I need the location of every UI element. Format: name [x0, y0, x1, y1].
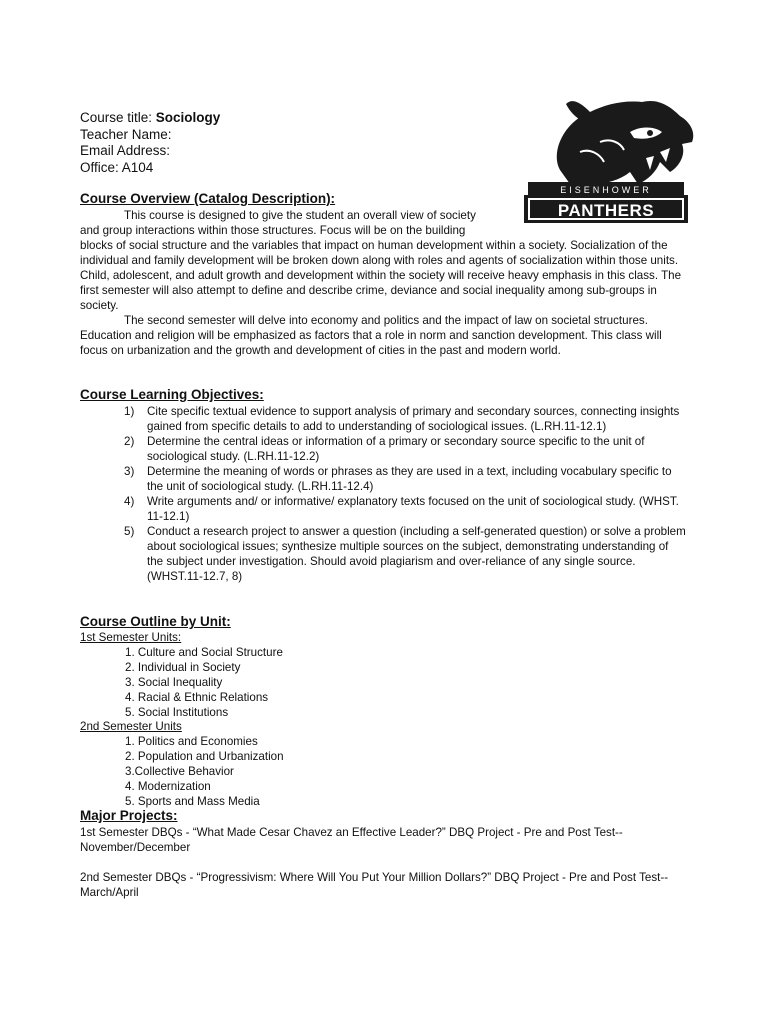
logo-line2: PANTHERS: [557, 201, 655, 220]
unit-item: 1. Culture and Social Structure: [125, 646, 283, 659]
course-title-label: Course title:: [80, 110, 156, 125]
overview-title: Course Overview (Catalog Description):: [80, 191, 336, 206]
objective-number: 3): [124, 465, 135, 478]
unit-item: 5. Social Institutions: [125, 706, 229, 719]
course-title-value: Sociology: [155, 110, 221, 125]
objective-text: Determine the meaning of words or phrases as they are used in a text, including vocabulary specific to the unit of sociological study. (L.RH.11-12.4): [147, 465, 672, 493]
objective-number: 5): [124, 525, 135, 538]
semester1-units: [125, 645, 283, 720]
semester2-units: [125, 734, 284, 809]
office: Office: A104: [80, 159, 154, 175]
project-item: 2nd Semester DBQs - “Progressivism: Where Will You Put Your Million Dollars?” DBQ Project - Pre and Post Test-- March/April: [80, 871, 669, 899]
unit-item: 4. Modernization: [125, 780, 211, 793]
unit-item: 2. Population and Urbanization: [125, 750, 284, 763]
projects-title: Major Projects:: [80, 808, 178, 823]
objective-item: [124, 524, 686, 584]
overview-p1-rest: blocks of social structure and the variables that impact on human development within a society. Socialization of the individual and family development will be broken down along with roles and agents of socialization within those units. Child, adolescent, and adult growth and development within the society will receive heavy emphasis in this class. The first semester will also attempt to define and describe crime, deviance and social inequality among sub-groups in society.: [80, 239, 682, 312]
project-item: 1st Semester DBQs - “What Made Cesar Chavez an Effective Leader?” DBQ Project - Pre and Post Test-- November/December: [80, 826, 623, 854]
projects-list: [80, 825, 680, 915]
objective-number: 1): [124, 405, 135, 418]
objective-item: [124, 404, 686, 434]
unit-item: 3. Social Inequality: [125, 676, 223, 689]
semester1-heading: 1st Semester Units:: [80, 631, 182, 644]
panther-mascot-icon: [520, 92, 698, 226]
objective-text: Cite specific textual evidence to support analysis of primary and secondary sources, connecting insights gained from specific details to add to understanding of sociological issues. (L.RH.11-12.1): [147, 405, 680, 433]
unit-item: 5. Sports and Mass Media: [125, 795, 260, 808]
teacher-name: Teacher Name:: [80, 126, 172, 142]
overview-p1-line1: This course is designed to give the student an overall view of society: [124, 209, 476, 222]
objective-item: [124, 434, 686, 464]
unit-item: 4. Racial & Ethnic Relations: [125, 691, 269, 704]
objective-item: [124, 494, 686, 524]
email-address: Email Address:: [80, 143, 171, 158]
objective-text: Write arguments and/ or informative/ explanatory texts focused on the unit of sociological study. (WHST. 11-12.1): [147, 495, 679, 523]
objective-item: [124, 464, 686, 494]
logo-line1: EISENHOWER: [560, 185, 652, 195]
unit-item: 3.Collective Behavior: [125, 765, 234, 778]
course-title-line: [80, 110, 520, 127]
unit-item: 2. Individual in Society: [125, 661, 241, 674]
objectives-list: [124, 404, 686, 584]
eisenhower-panthers-logo: [520, 92, 698, 226]
objective-text: Conduct a research project to answer a question (including a self-generated question) or solve a problem about sociological issues; synthesize multiple sources on the subject, demonstrating understanding of the subject under investigation. Should avoid plagiarism and over-reliance of any single source. (WHST.11-12.7, 8): [147, 525, 686, 583]
unit-item: 1. Politics and Economies: [125, 735, 258, 748]
objective-number: 4): [124, 495, 135, 508]
overview-p1-line2: and group interactions within those structures. Focus will be on the building: [80, 224, 466, 237]
overview-p2: The second semester will delve into economy and politics and the impact of law on societal structures. Education and religion will be emphasized as factors that a role in norm and sanction development. This class will focus on urbanization and the growth and development of cities in the past and modern world.: [80, 314, 662, 357]
semester2-heading: 2nd Semester Units: [80, 720, 182, 733]
objectives-title: Course Learning Objectives:: [80, 387, 264, 402]
objective-text: Determine the central ideas or information of a primary or secondary source specific to the unit of sociological study. (L.RH.11-12.2): [147, 435, 645, 463]
objective-number: 2): [124, 435, 135, 448]
overview-text: [80, 208, 692, 358]
outline-title: Course Outline by Unit:: [80, 614, 231, 629]
course-header: [80, 110, 520, 176]
